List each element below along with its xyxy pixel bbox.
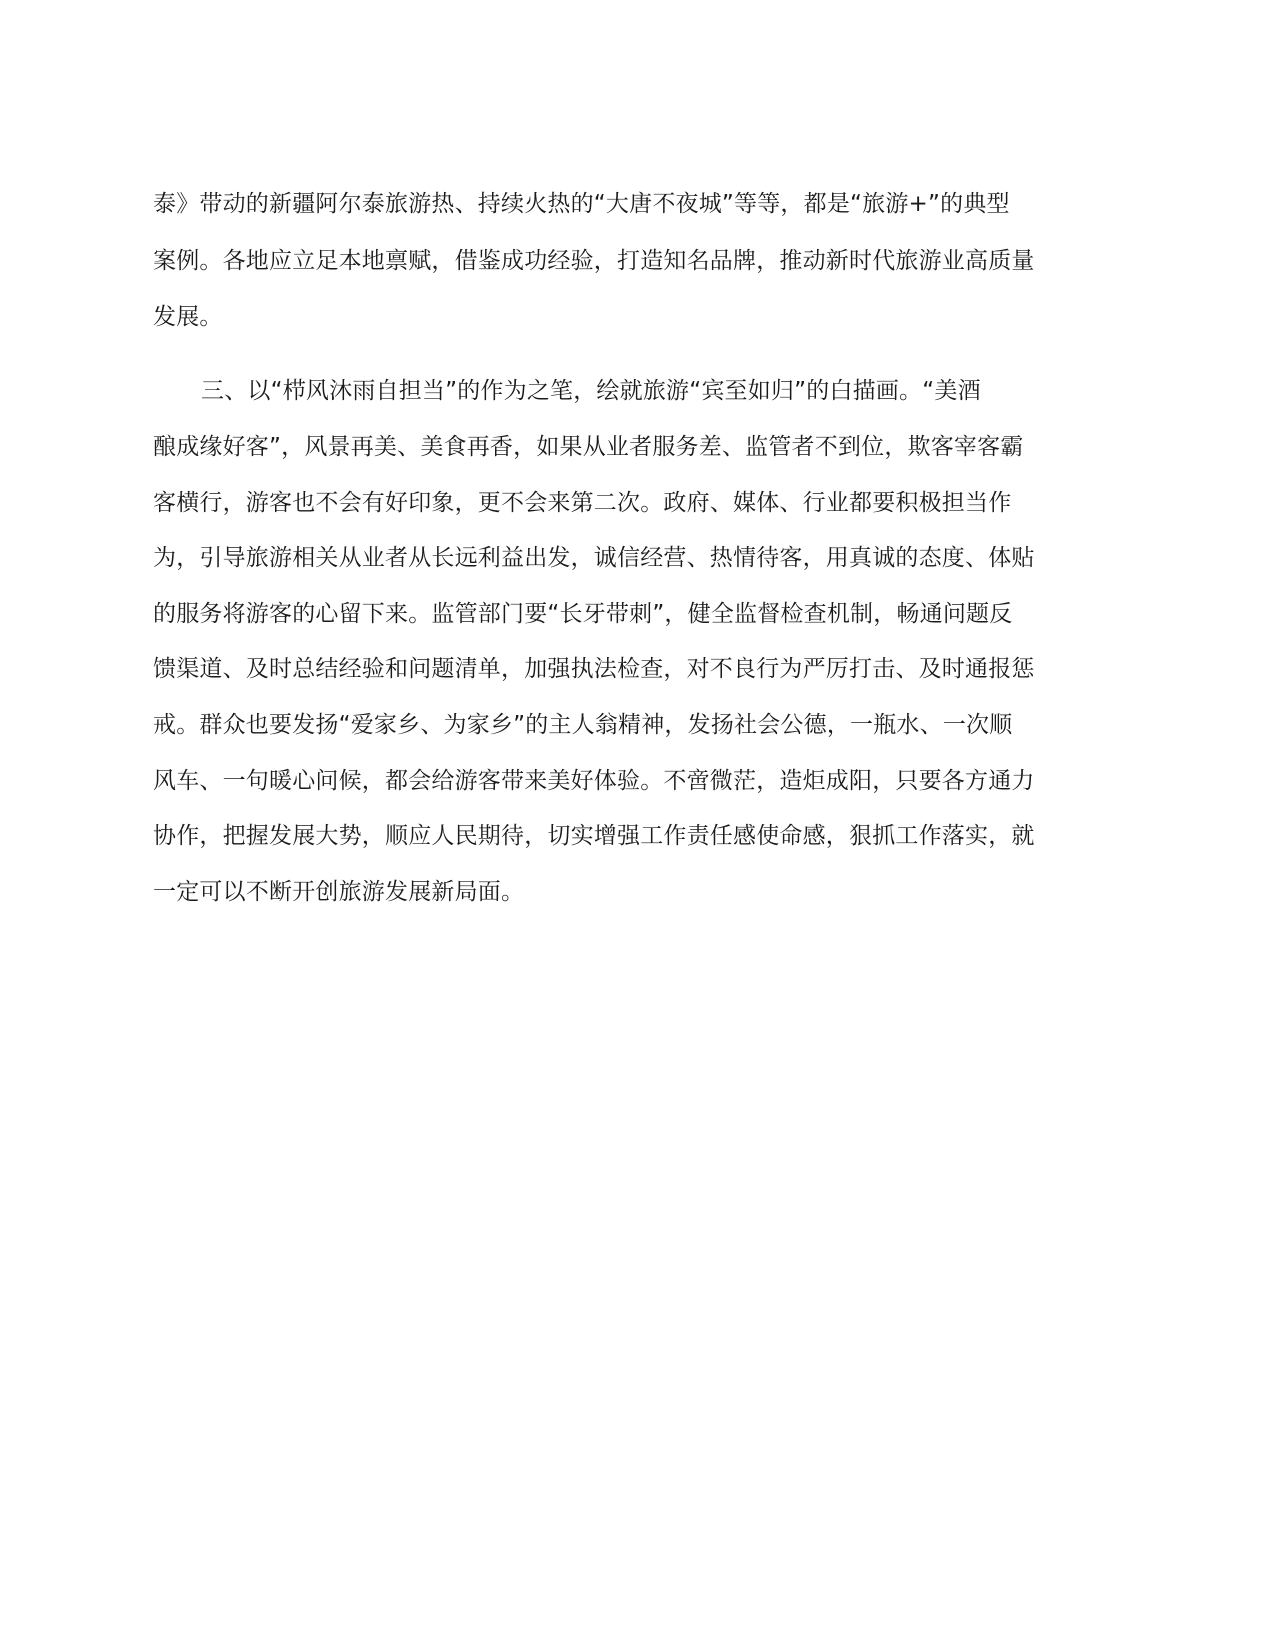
paragraph-1-line-3: 发展。 bbox=[153, 304, 223, 330]
paragraph-2-line-10: 一定可以不断开创旅游发展新局面。 bbox=[153, 879, 525, 905]
paragraph-2-line-7: 戒。群众也要发扬“爱家乡、为家乡”的主人翁精神，发扬社会公德，一瓶水、一次顺 bbox=[153, 712, 1013, 738]
paragraph-2-line-5: 的服务将游客的心留下来。监管部门要“长牙带刺”，健全监督检查机制，畅通问题反 bbox=[153, 601, 1013, 627]
paragraph-2-line-1: 三、以“栉风沐雨自担当”的作为之笔，绘就旅游“宾至如归”的白描画。“美酒 bbox=[201, 378, 981, 404]
paragraph-2-line-2: 酿成缘好客”，风景再美、美食再香，如果从业者服务差、监管者不到位，欺客宰客霸 bbox=[153, 434, 1024, 460]
paragraph-2-line-4: 为，引导旅游相关从业者从长远利益出发，诚信经营、热情待客，用真诚的态度、体贴 bbox=[153, 545, 1035, 571]
paragraph-1-line-2: 案例。各地应立足本地禀赋，借鉴成功经验，打造知名品牌，推动新时代旅游业高质量 bbox=[153, 248, 1035, 274]
paragraph-2-line-8: 风车、一句暖心问候，都会给游客带来美好体验。不啻微茫，造炬成阳，只要各方通力 bbox=[153, 768, 1035, 794]
paragraph-2-line-6: 馈渠道、及时总结经验和问题清单，加强执法检查，对不良行为严厉打击、及时通报惩 bbox=[153, 656, 1035, 682]
paragraph-2-line-3: 客横行，游客也不会有好印象，更不会来第二次。政府、媒体、行业都要积极担当作 bbox=[153, 490, 1012, 516]
paragraph-1-line-1: 泰》带动的新疆阿尔泰旅游热、持续火热的“大唐不夜城”等等，都是“旅游+”的典型 bbox=[153, 191, 1010, 217]
paragraph-2-line-9: 协作，把握发展大势，顺应人民期待，切实增强工作责任感使命感，狠抓工作落实，就 bbox=[153, 823, 1035, 849]
